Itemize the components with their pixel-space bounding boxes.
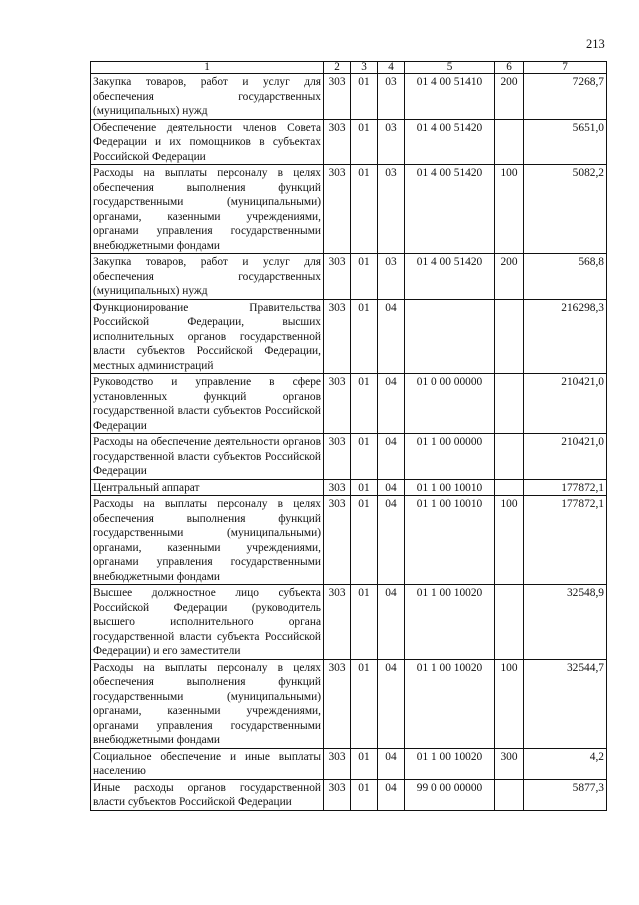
table-row [91, 434, 607, 480]
row-subsection: 04 [378, 585, 405, 660]
table-row [91, 585, 607, 660]
row-expense-type [495, 779, 524, 810]
row-subsection: 03 [378, 119, 405, 165]
header-row [91, 62, 607, 74]
row-section: 01 [351, 585, 378, 660]
row-expense-type [495, 119, 524, 165]
row-section: 01 [351, 374, 378, 434]
row-subsection: 04 [378, 299, 405, 374]
table-row [91, 74, 607, 120]
row-amount: 5082,2 [524, 165, 607, 254]
row-target: 01 1 00 10010 [405, 496, 495, 585]
row-subsection: 04 [378, 479, 405, 496]
row-amount: 210421,0 [524, 374, 607, 434]
row-subsection: 04 [378, 748, 405, 779]
row-name: Иные расходы органов государственной власти субъектов Российской Федерации [91, 779, 324, 810]
row-amount: 216298,3 [524, 299, 607, 374]
table-row [91, 254, 607, 300]
row-subsection: 04 [378, 434, 405, 480]
row-subsection: 04 [378, 496, 405, 585]
row-amount: 5877,3 [524, 779, 607, 810]
row-target [405, 299, 495, 374]
row-expense-type: 200 [495, 74, 524, 120]
row-code: 303 [324, 374, 351, 434]
table-row [91, 299, 607, 374]
row-subsection: 04 [378, 779, 405, 810]
row-code: 303 [324, 585, 351, 660]
table-row [91, 748, 607, 779]
row-section: 01 [351, 496, 378, 585]
row-section: 01 [351, 119, 378, 165]
row-section: 01 [351, 299, 378, 374]
row-name: Расходы на выплаты персоналу в целях обеспечения выполнения функций государственными (муниципальными) органами, казенными учреждениями, органами управления государственными внебюджетными фондами [91, 165, 324, 254]
column-header: 4 [378, 62, 405, 74]
row-target: 01 4 00 51420 [405, 119, 495, 165]
row-section: 01 [351, 74, 378, 120]
row-target: 01 4 00 51420 [405, 165, 495, 254]
column-header: 2 [324, 62, 351, 74]
row-expense-type: 100 [495, 165, 524, 254]
row-amount: 32548,9 [524, 585, 607, 660]
row-target: 01 1 00 10020 [405, 748, 495, 779]
column-header: 6 [495, 62, 524, 74]
row-name: Закупка товаров, работ и услуг для обеспечения государственных (муниципальных) нужд [91, 74, 324, 120]
row-name: Расходы на выплаты персоналу в целях обеспечения выполнения функций государственными (муниципальными) органами, казенными учреждениями, органами управления государственными внебюджетными фондами [91, 659, 324, 748]
row-subsection: 04 [378, 659, 405, 748]
row-name: Функционирование Правительства Российской Федерации, высших исполнительных органов государственной власти субъектов Российской Федерации, местных администраций [91, 299, 324, 374]
row-name: Высшее должностное лицо субъекта Российской Федерации (руководитель высшего исполнительного органа государственной власти субъекта Российской Федерации) и его заместители [91, 585, 324, 660]
table-row [91, 659, 607, 748]
row-amount: 177872,1 [524, 496, 607, 585]
table-row [91, 119, 607, 165]
row-name: Закупка товаров, работ и услуг для обеспечения государственных (муниципальных) нужд [91, 254, 324, 300]
row-subsection: 03 [378, 165, 405, 254]
table-row [91, 779, 607, 810]
row-name: Расходы на выплаты персоналу в целях обеспечения выполнения функций государственными (муниципальными) органами, казенными учреждениями, органами управления государственными внебюджетными фондами [91, 496, 324, 585]
row-target: 01 0 00 00000 [405, 374, 495, 434]
column-header: 7 [524, 62, 607, 74]
table-row [91, 374, 607, 434]
row-expense-type: 100 [495, 496, 524, 585]
row-target: 99 0 00 00000 [405, 779, 495, 810]
row-expense-type [495, 434, 524, 480]
row-expense-type: 300 [495, 748, 524, 779]
row-expense-type [495, 585, 524, 660]
row-target: 01 1 00 10020 [405, 585, 495, 660]
row-expense-type [495, 374, 524, 434]
column-header: 1 [91, 62, 324, 74]
row-amount: 7268,7 [524, 74, 607, 120]
row-code: 303 [324, 779, 351, 810]
budget-table [90, 61, 607, 811]
row-code: 303 [324, 659, 351, 748]
row-amount: 568,8 [524, 254, 607, 300]
row-name: Расходы на обеспечение деятельности органов государственной власти субъектов Российской Федерации [91, 434, 324, 480]
row-subsection: 03 [378, 254, 405, 300]
row-target: 01 1 00 10010 [405, 479, 495, 496]
row-section: 01 [351, 659, 378, 748]
row-target: 01 4 00 51410 [405, 74, 495, 120]
table-row [91, 165, 607, 254]
column-header: 5 [405, 62, 495, 74]
row-section: 01 [351, 434, 378, 480]
row-section: 01 [351, 748, 378, 779]
row-expense-type: 200 [495, 254, 524, 300]
row-section: 01 [351, 779, 378, 810]
row-section: 01 [351, 165, 378, 254]
row-amount: 32544,7 [524, 659, 607, 748]
row-name: Центральный аппарат [91, 479, 324, 496]
column-header: 3 [351, 62, 378, 74]
row-target: 01 1 00 00000 [405, 434, 495, 480]
row-amount: 5651,0 [524, 119, 607, 165]
row-code: 303 [324, 165, 351, 254]
row-code: 303 [324, 254, 351, 300]
row-name: Обеспечение деятельности членов Совета Федерации и их помощников в субъектах Российской Федерации [91, 119, 324, 165]
table-row [91, 479, 607, 496]
row-code: 303 [324, 299, 351, 374]
row-subsection: 04 [378, 374, 405, 434]
row-amount: 4,2 [524, 748, 607, 779]
row-section: 01 [351, 479, 378, 496]
row-code: 303 [324, 479, 351, 496]
row-code: 303 [324, 434, 351, 480]
row-code: 303 [324, 74, 351, 120]
row-target: 01 1 00 10020 [405, 659, 495, 748]
row-code: 303 [324, 119, 351, 165]
row-name: Руководство и управление в сфере установленных функций органов государственной власти субъектов Российской Федерации [91, 374, 324, 434]
row-subsection: 03 [378, 74, 405, 120]
row-target: 01 4 00 51420 [405, 254, 495, 300]
row-amount: 210421,0 [524, 434, 607, 480]
page-number: 213 [586, 37, 605, 51]
row-amount: 177872,1 [524, 479, 607, 496]
row-section: 01 [351, 254, 378, 300]
table-row [91, 496, 607, 585]
row-code: 303 [324, 496, 351, 585]
row-expense-type [495, 479, 524, 496]
row-expense-type [495, 299, 524, 374]
row-code: 303 [324, 748, 351, 779]
row-expense-type: 100 [495, 659, 524, 748]
row-name: Социальное обеспечение и иные выплаты населению [91, 748, 324, 779]
